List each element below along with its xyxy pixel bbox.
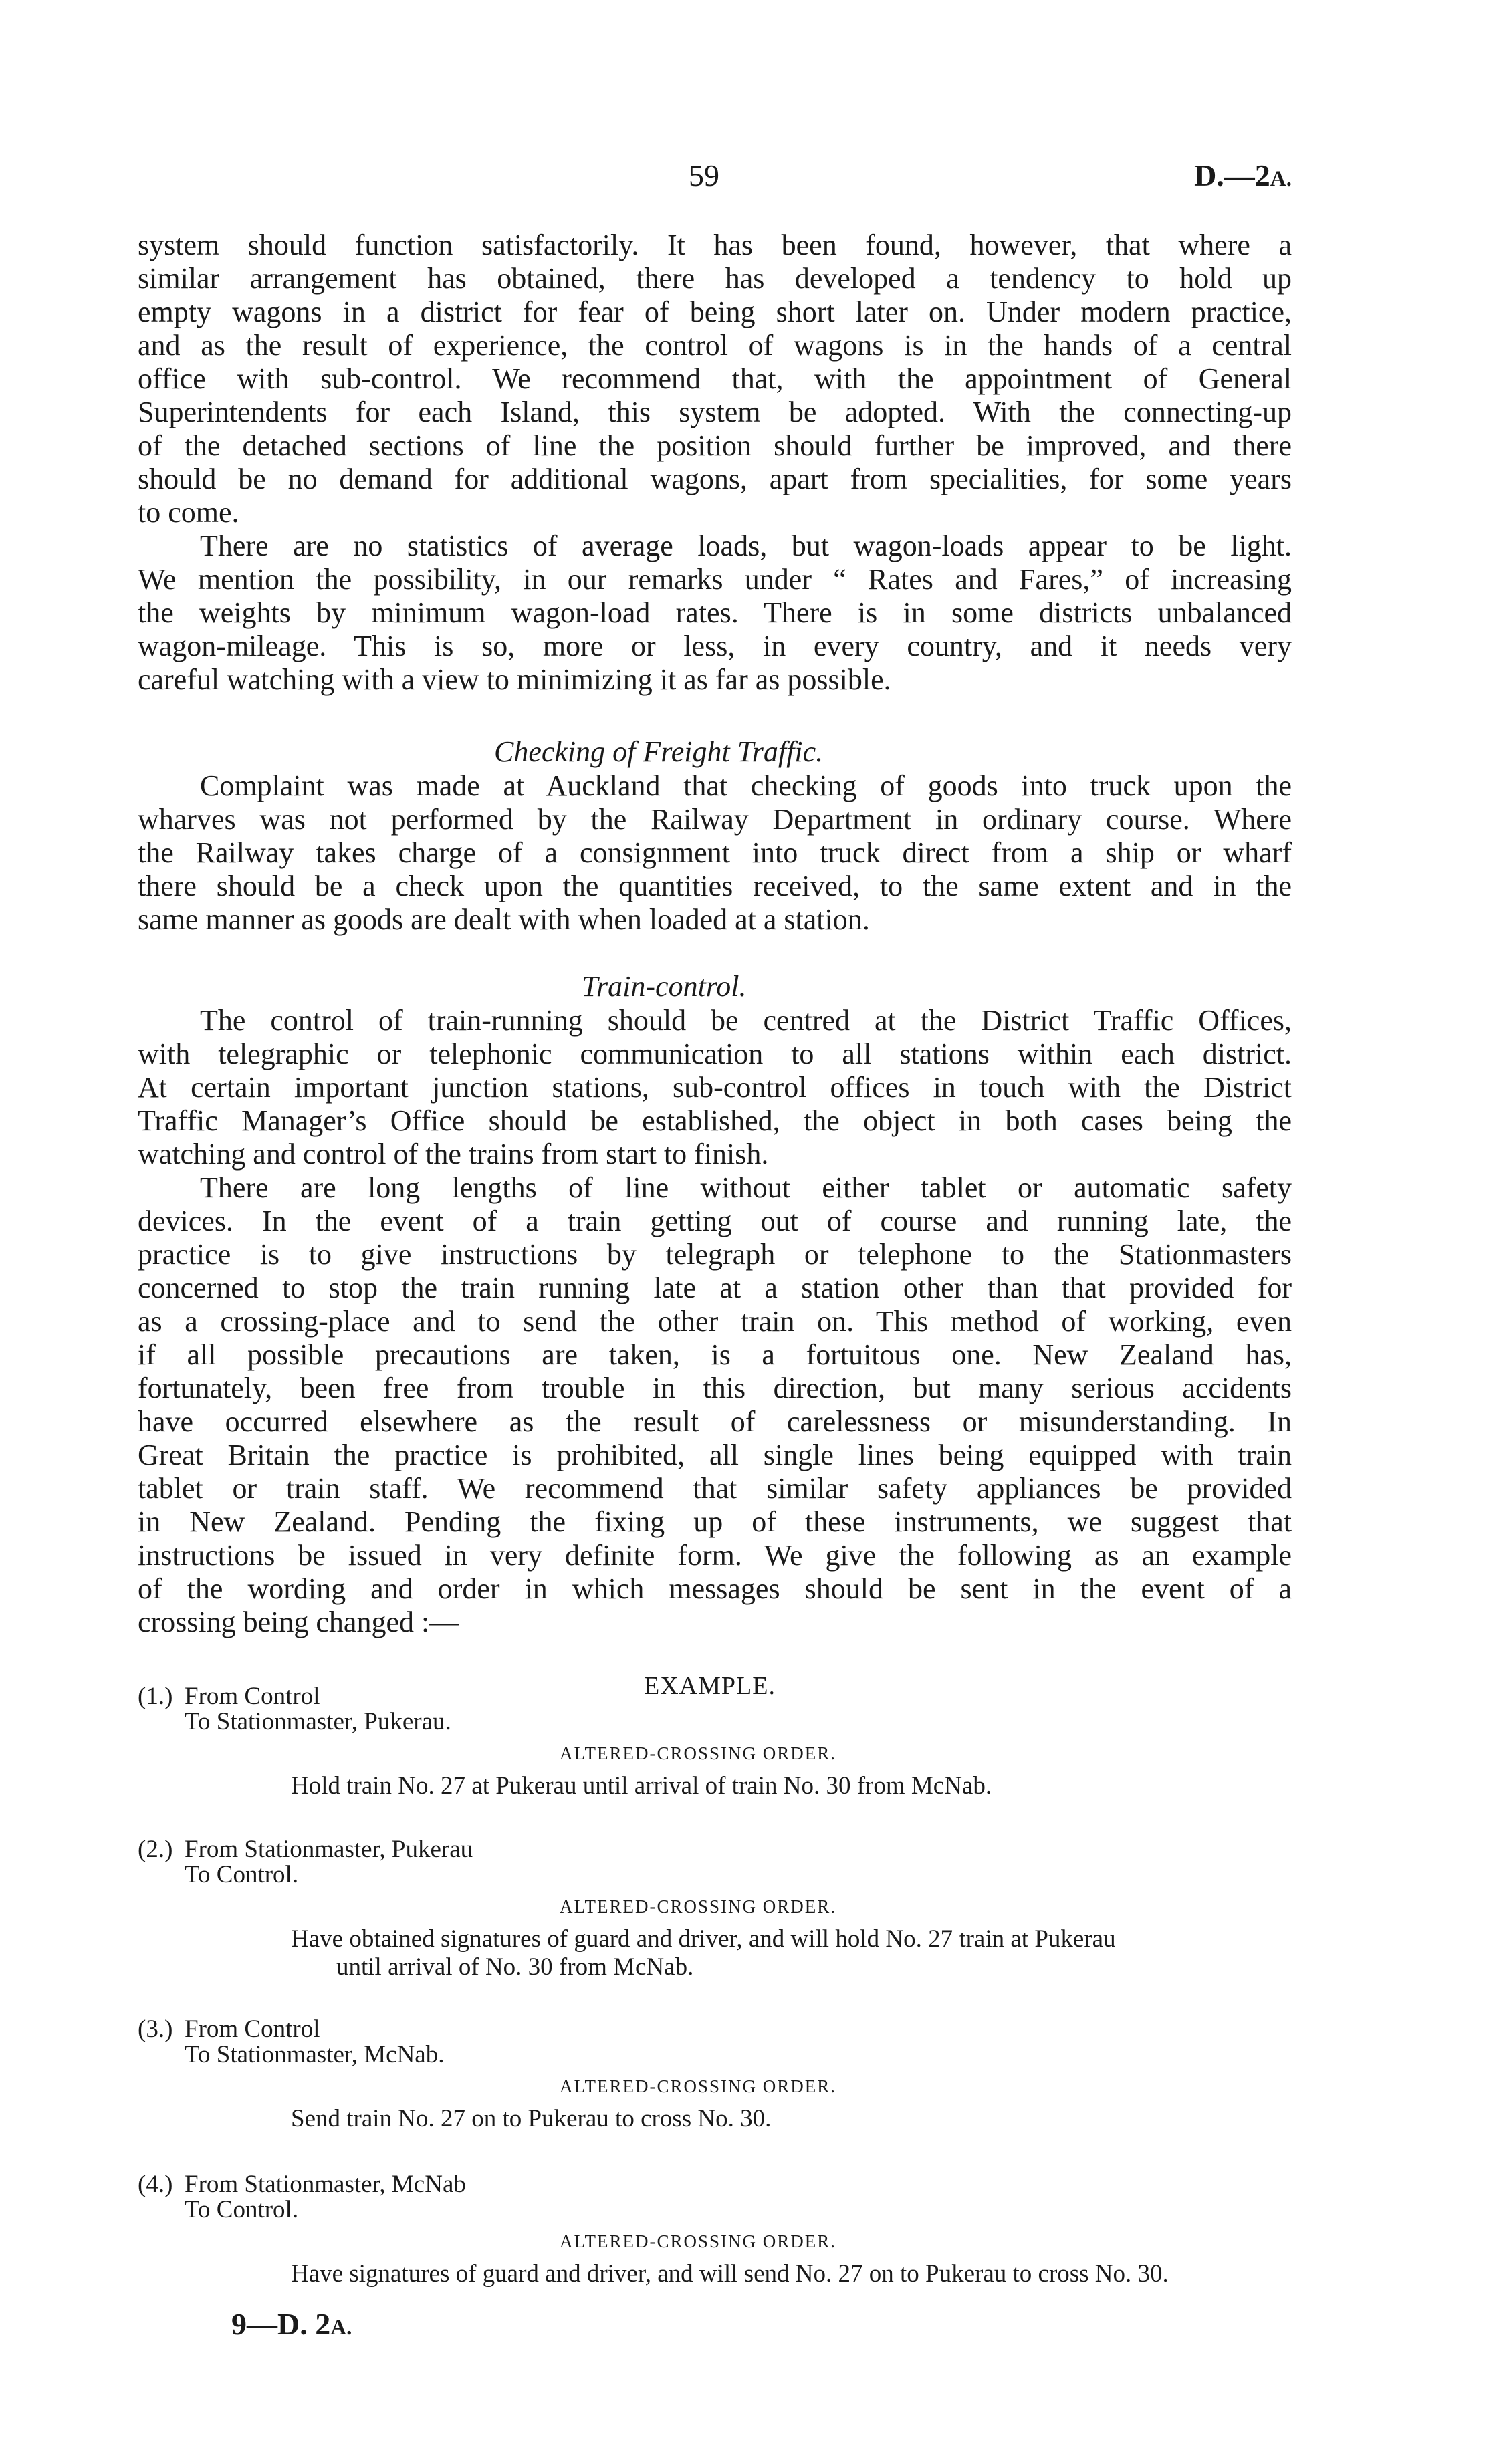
text-line: There are long lengths of line without either tablet or automatic safety — [200, 1171, 1292, 1204]
text-line: office with sub-control. We recommend that, with the appointment of General — [138, 362, 1292, 395]
paragraph — [138, 529, 1292, 697]
example-order-title: ALTERED-CROSSING ORDER. — [560, 1743, 837, 1763]
text-line: watching and control of the trains from start to finish. — [138, 1138, 769, 1171]
example-number: (4.) — [138, 2171, 173, 2198]
text-line: The control of train-running should be centred at the District Traffic Offices, — [200, 1004, 1292, 1037]
section-body — [138, 1004, 1292, 1639]
page-number: 59 — [689, 158, 719, 193]
example-order-title: ALTERED-CROSSING ORDER. — [560, 2231, 837, 2251]
example-number: (1.) — [138, 1683, 173, 1710]
signature-small: A. — [330, 2315, 352, 2340]
example-message-line: until arrival of No. 30 from McNab. — [336, 1953, 694, 1981]
text-line: careful watching with a view to minimizing it as far as possible. — [138, 663, 891, 696]
text-line: as a crossing-place and to send the other train on. This method of working, even — [138, 1305, 1292, 1338]
page-signature — [231, 2308, 352, 2344]
example-to: To Stationmaster, McNab. — [185, 2041, 445, 2068]
text-line: the Railway takes charge of a consignment into truck direct from a ship or wharf — [138, 836, 1292, 869]
text-line: fortunately, been free from trouble in this direction, but many serious accidents — [138, 1372, 1292, 1404]
paragraph — [138, 1004, 1292, 1171]
text-line: Complaint was made at Auckland that checking of goods into truck upon the — [200, 769, 1292, 802]
text-line: to come. — [138, 496, 239, 529]
paragraph — [138, 229, 1292, 529]
example-from: From Control — [185, 2015, 320, 2043]
text-line: Great Britain the practice is prohibited, all single lines being equipped with train — [138, 1439, 1292, 1471]
example-number: (3.) — [138, 2015, 173, 2043]
example-title: EXAMPLE. — [644, 1672, 776, 1700]
example-message-line: Have signatures of guard and driver, and will send No. 27 on to Pukerau to cross No. 30. — [291, 2260, 1169, 2288]
text-line: have occurred elsewhere as the result of carelessness or misunderstanding. In — [138, 1405, 1292, 1438]
text-line: wharves was not performed by the Railway Department in ordinary course. Where — [138, 803, 1292, 836]
example-order-title: ALTERED-CROSSING ORDER. — [560, 1896, 837, 1917]
paragraph — [138, 1171, 1292, 1639]
example-from: From Control — [185, 1683, 320, 1710]
text-line: of the detached sections of line the position should further be improved, and there — [138, 429, 1292, 462]
text-line: tablet or train staff. We recommend that similar safety appliances be provided — [138, 1472, 1292, 1505]
text-line: We mention the possibility, in our remarks under “ Rates and Fares,” of increasing — [138, 563, 1292, 596]
example-number: (2.) — [138, 1836, 173, 1863]
text-line: practice is to give instructions by telegraph or telephone to the Stationmasters — [138, 1238, 1292, 1271]
text-line: and as the result of experience, the control of wagons is in the hands of a central — [138, 329, 1292, 362]
paragraph — [138, 769, 1292, 937]
example-message-line: Send train No. 27 on to Pukerau to cross No. 30. — [291, 2105, 772, 2132]
text-line: same manner as goods are dealt with when loaded at a station. — [138, 903, 870, 936]
signature-main: 9—D. 2 — [231, 2307, 331, 2341]
example-order-title: ALTERED-CROSSING ORDER. — [560, 2076, 837, 2096]
text-line: Traffic Manager’s Office should be established, the object in both cases being the — [138, 1104, 1292, 1137]
text-line: there should be a check upon the quantities received, to the same extent and in the — [138, 870, 1292, 902]
example-message-line: Have obtained signatures of guard and driver, and will hold No. 27 train at Pukerau — [291, 1925, 1116, 1953]
section-heading: Checking of Freight Traffic. — [494, 735, 824, 768]
doc-ref-main: D.—2 — [1194, 158, 1270, 193]
text-line: if all possible precautions are taken, is a fortuitous one. New Zealand has, — [138, 1338, 1292, 1371]
text-line: system should function satisfactorily. It has been found, however, that where a — [138, 229, 1292, 261]
text-line: concerned to stop the train running late at a station other than that provided for — [138, 1271, 1292, 1304]
text-line: instructions be issued in very definite form. We give the following as an example — [138, 1539, 1292, 1572]
text-line: crossing being changed :— — [138, 1606, 459, 1638]
section-heading: Train-control. — [582, 970, 747, 1003]
text-line: of the wording and order in which messages should be sent in the event of a — [138, 1572, 1292, 1605]
text-line: in New Zealand. Pending the fixing up of these instruments, we suggest that — [138, 1505, 1292, 1538]
example-to: To Control. — [185, 2196, 299, 2223]
doc-ref-small: A. — [1270, 166, 1292, 191]
text-line: with telegraphic or telephonic communication to all stations within each district. — [138, 1037, 1292, 1070]
text-line: Superintendents for each Island, this system be adopted. With the connecting-up — [138, 396, 1292, 428]
example-to: To Control. — [185, 1861, 299, 1888]
text-line: should be no demand for additional wagons, apart from specialities, for some years — [138, 463, 1292, 495]
section-body — [138, 229, 1292, 697]
text-line: At certain important junction stations, sub-control offices in touch with the District — [138, 1071, 1292, 1104]
example-to: To Stationmaster, Pukerau. — [185, 1708, 451, 1735]
text-line: the weights by minimum wagon-load rates. There is in some districts unbalanced — [138, 596, 1292, 629]
text-line: devices. In the event of a train getting out of course and running late, the — [138, 1205, 1292, 1237]
text-line: empty wagons in a district for fear of being short later on. Under modern practice, — [138, 295, 1292, 328]
text-line: There are no statistics of average loads, but wagon-loads appear to be light. — [200, 529, 1292, 562]
example-from: From Stationmaster, Pukerau — [185, 1836, 473, 1863]
document-reference — [1194, 158, 1292, 193]
text-line: wagon-mileage. This is so, more or less, in every country, and it needs very — [138, 630, 1292, 662]
text-line: similar arrangement has obtained, there has developed a tendency to hold up — [138, 262, 1292, 295]
example-message-line: Hold train No. 27 at Pukerau until arrival of train No. 30 from McNab. — [291, 1772, 992, 1800]
section-body — [138, 769, 1292, 937]
example-from: From Stationmaster, McNab — [185, 2171, 466, 2198]
